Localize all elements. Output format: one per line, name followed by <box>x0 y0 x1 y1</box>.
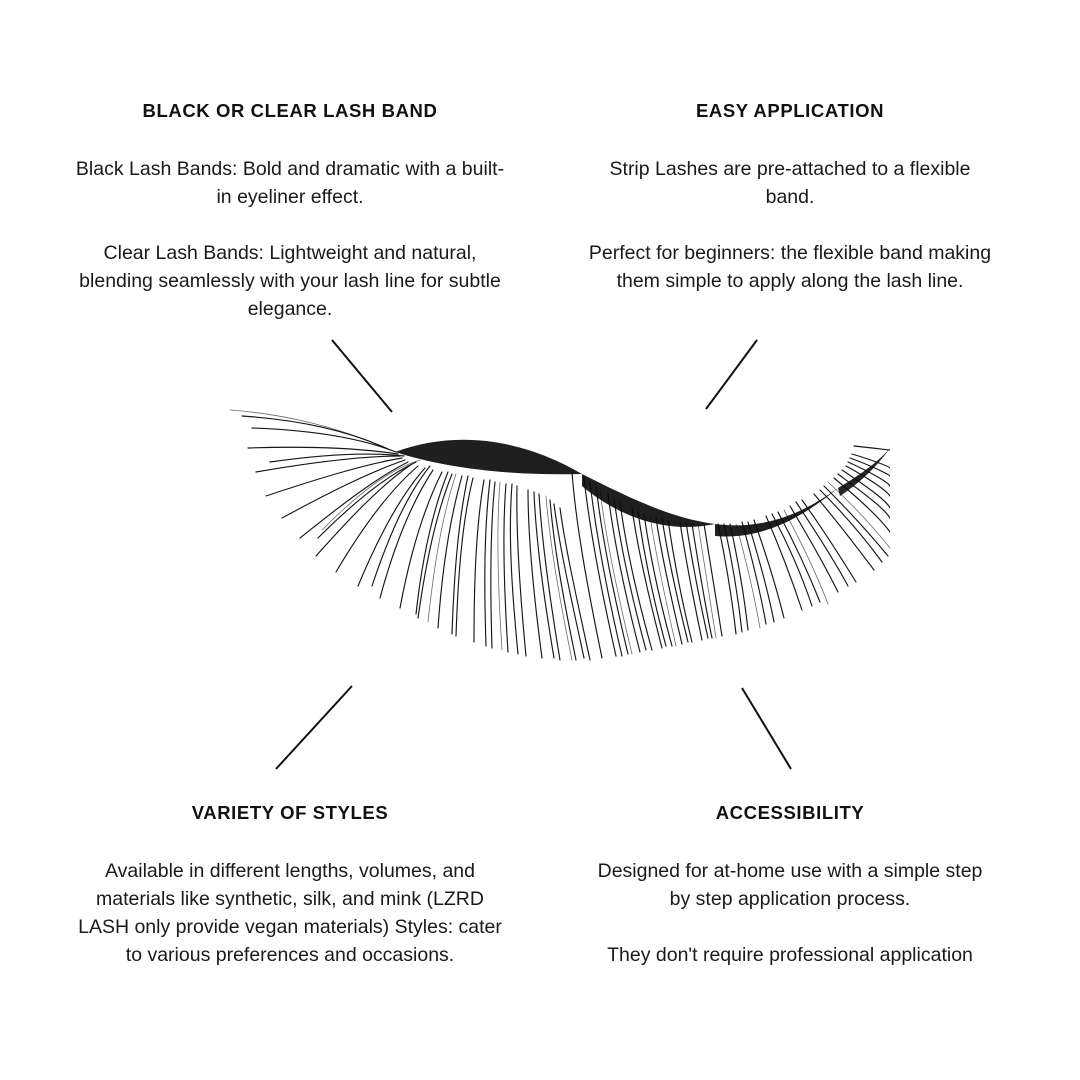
feature-block-black-or-clear-lash-band <box>75 100 505 323</box>
feature-paragraph-2-accessibility: They don't require professional application <box>607 944 973 967</box>
false-eyelash-strip-image <box>190 390 890 780</box>
feature-paragraph-1-accessibility: Designed for at-home use with a simple step by step application process. <box>597 860 983 911</box>
feature-paragraph-1-black-or-clear-lash-band: Black Lash Bands: Bold and dramatic with a built-in eyeliner effect. <box>75 158 505 209</box>
feature-block-accessibility <box>575 802 1005 969</box>
feature-paragraph-1-variety-of-styles: Available in different lengths, volumes, and materials like synthetic, silk, and mink (LZRD LASH only provide vegan materials) Styles: cater to various preferences and occasions. <box>78 860 502 967</box>
feature-title-accessibility: ACCESSIBILITY <box>715 802 865 823</box>
feature-title-variety-of-styles: VARIETY OF STYLES <box>191 802 389 823</box>
feature-block-variety-of-styles <box>75 802 505 969</box>
feature-title-easy-application: EASY APPLICATION <box>695 100 885 121</box>
feature-paragraph-2-black-or-clear-lash-band: Clear Lash Bands: Lightweight and natural, blending seamlessly with your lash line for subtle elegance. <box>79 242 501 321</box>
feature-paragraph-1-easy-application: Strip Lashes are pre-attached to a flexible band. <box>609 158 971 209</box>
feature-paragraph-2-easy-application: Perfect for beginners: the flexible band making them simple to apply along the lash line. <box>588 242 992 293</box>
feature-title-black-or-clear-lash-band: BLACK OR CLEAR LASH BAND <box>142 100 438 121</box>
feature-block-easy-application <box>575 100 1005 295</box>
